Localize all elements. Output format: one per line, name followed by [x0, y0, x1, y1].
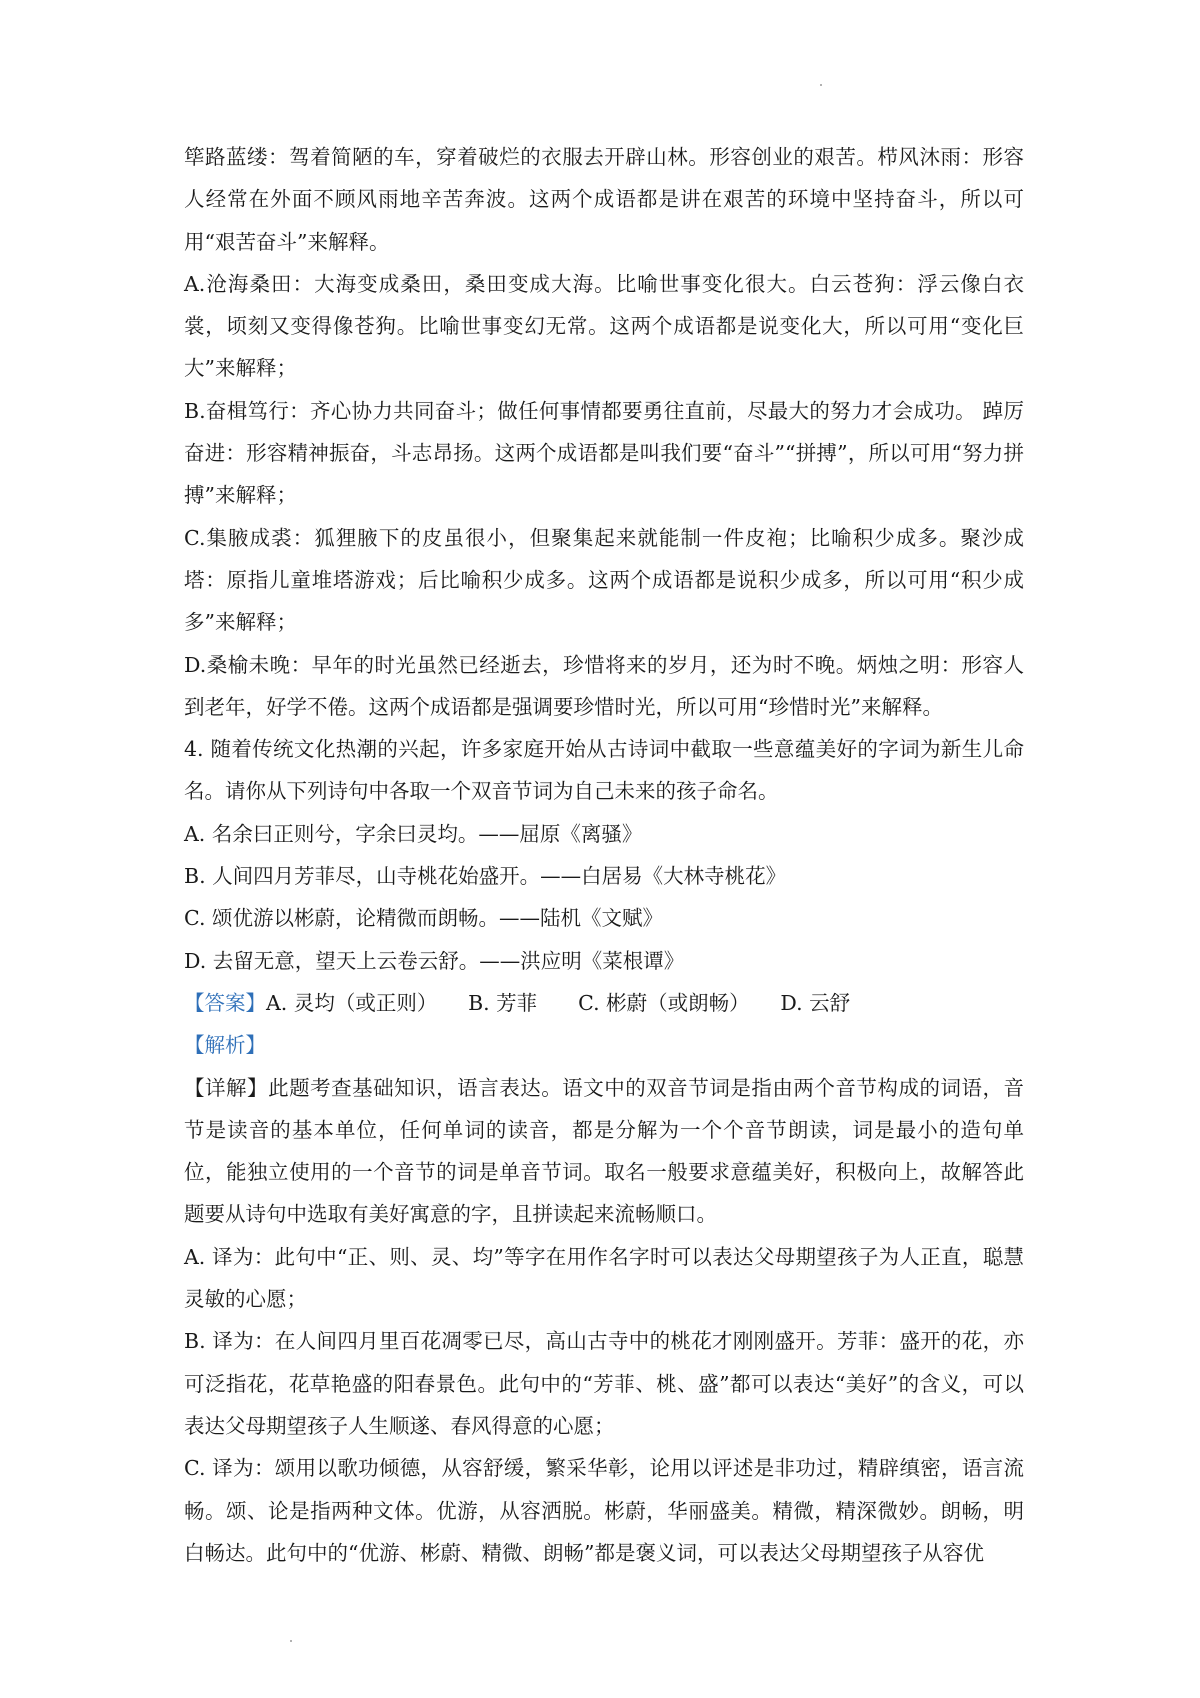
option-b-explanation: B.奋楫笃行：齐心协力共同奋斗；做任何事情都要勇往直前，尽最大的努力才会成功。 踔厉奋进：形容精神振奋，斗志昂扬。这两个成语都是叫我们要“奋斗”“拼搏”，所以可用“努力拼搏”来解释；	[184, 398, 1024, 508]
analysis-tag: 【解析】	[184, 1033, 266, 1058]
question-4-option-b: B. 人间四月芳菲尽，山寺桃花始盛开。——白居易《大林寺桃花》	[184, 864, 787, 889]
question-4-stem: 4. 随着传统文化热潮的兴起，许多家庭开始从古诗词中截取一些意蕴美好的字词为新生儿命名。请你从下列诗句中各取一个双音节词为自己未来的孩子命名。	[184, 737, 1024, 804]
question-4-option-a: A. 名余曰正则兮，字余曰灵均。——屈原《离骚》	[184, 821, 643, 846]
scan-dot-bottom	[290, 1640, 292, 1642]
question-4-option-c: C. 颂优游以彬蔚，论精微而朗畅。——陆机《文赋》	[184, 906, 663, 931]
option-a-explanation: A.沧海桑田：大海变成桑田，桑田变成大海。比喻世事变化很大。白云苍狗：浮云像白衣裳，顷刻又变得像苍狗。比喻世事变幻无常。这两个成语都是说变化大，所以可用“变化巨大”来解释；	[184, 271, 1024, 381]
document-body	[184, 136, 1024, 1574]
answer-line	[184, 982, 1024, 1024]
paragraph-idiom-explanation: 筚路蓝缕：驾着简陋的车，穿着破烂的衣服去开辟山林。形容创业的艰苦。栉风沐雨：形容人经常在外面不顾风雨地辛苦奔波。这两个成语都是讲在艰苦的环境中坚持奋斗，所以可用“艰苦奋斗”来解释。	[184, 145, 1024, 254]
explanation-b: B. 译为：在人间四月里百花凋零已尽，高山古寺中的桃花才刚刚盛开。芳菲：盛开的花，亦可泛指花，花草艳盛的阳春景色。此句中的“芳菲、桃、盛”都可以表达“美好”的含义，可以表达父母期望孩子人生顺遂、春风得意的心愿；	[184, 1329, 1024, 1438]
detail-tag: 【详解】	[184, 1075, 269, 1100]
answer-text: A. 灵均（或正则） B. 芳菲 C. 彬蔚（或朗畅） D. 云舒	[266, 990, 851, 1015]
option-d-explanation: D.桑榆未晚：早年的时光虽然已经逝去，珍惜将来的岁月，还为时不晚。炳烛之明：形容人到老年，好学不倦。这两个成语都是强调要珍惜时光，所以可用“珍惜时光”来解释。	[184, 652, 1024, 719]
detail-text: 此题考查基础知识，语言表达。语文中的双音节词是指由两个音节构成的词语，音节是读音的基本单位，任何单词的读音，都是分解为一个个音节朗读，词是最小的造句单位，能独立使用的一个音节的词是单音节词。取名一般要求意蕴美好，积极向上，故解答此题要从诗句中选取有美好寓意的字，且拼读起来流畅顺口。	[184, 1075, 1025, 1227]
detail-paragraph	[184, 1067, 1024, 1236]
option-c-explanation: C.集腋成裘：狐狸腋下的皮虽很小，但聚集起来就能制一件皮袍；比喻积少成多。聚沙成塔：原指儿童堆塔游戏；后比喻积少成多。这两个成语都是说积少成多，所以可用“积少成多”来解释；	[184, 525, 1024, 635]
scan-dot-top	[820, 84, 822, 86]
explanation-a: A. 译为：此句中“正、则、灵、均”等字在用作名字时可以表达父母期望孩子为人正直，聪慧灵敏的心愿；	[184, 1244, 1024, 1312]
analysis-line	[184, 1024, 1024, 1066]
explanation-c: C. 译为：颂用以歌功倾德，从容舒缓，繁采华彰，论用以评述是非功过，精辟缜密，语言流畅。颂、论是指两种文体。优游，从容洒脱。彬蔚，华丽盛美。精微，精深微妙。朗畅，明白畅达。此句中的“优游、彬蔚、精微、朗畅”都是褒义词，可以表达父母期望孩子从容优	[184, 1456, 1024, 1565]
answer-tag: 【答案】	[184, 990, 266, 1015]
question-4-option-d: D. 去留无意，望天上云卷云舒。——洪应明《菜根谭》	[184, 948, 685, 973]
